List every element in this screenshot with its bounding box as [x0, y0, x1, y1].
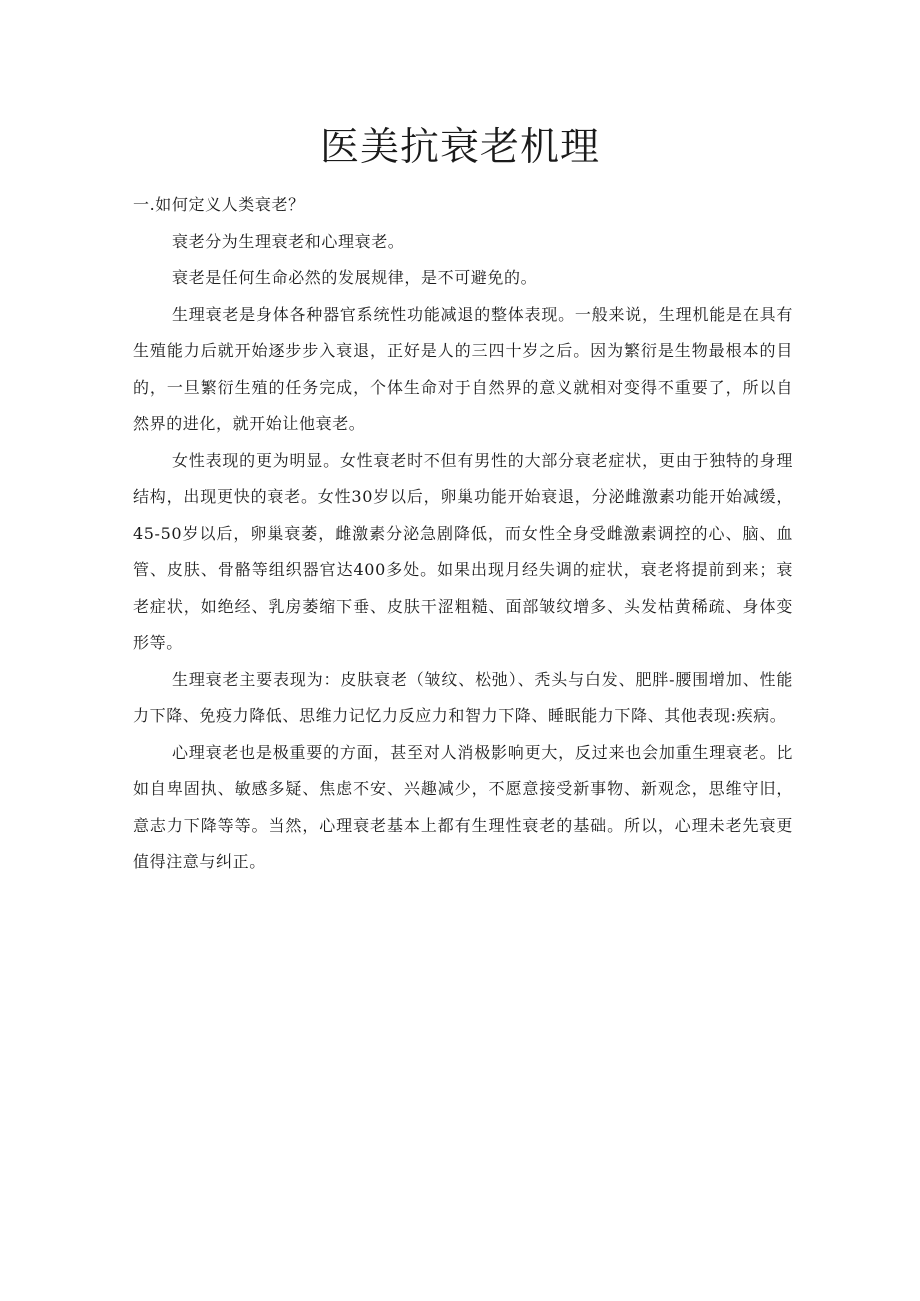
paragraph-aging-symptoms: 生理衰老主要表现为：皮肤衰老（皱纹、松弛）、秃头与白发、肥胖-腰围增加、性能力下降、免疫力降低、思维力记忆力反应力和智力下降、睡眠能力下降、其他表现:疾病。 — [133, 669, 793, 725]
document-body — [133, 187, 793, 881]
section-heading: 一.如何定义人类衰老？ — [133, 195, 305, 214]
paragraph-physiological-aging: 生理衰老是身体各种器官系统性功能减退的整体表现。一般来说，生理机能是在具有生殖能力后就开始逐步步入衰退，正好是人的三四十岁之后。因为繁衍是生物最根本的目的，一旦繁衍生殖的任务完成，个体生命对于自然界的意义就相对变得不重要了，所以自然界的进化，就开始让他衰老。 — [133, 304, 793, 433]
document-title: 医美抗衰老机理 — [319, 125, 600, 170]
paragraph-aging-types: 衰老分为生理衰老和心理衰老。 — [172, 231, 405, 251]
paragraph-aging-inevitable: 衰老是任何生命必然的发展规律，是不可避免的。 — [172, 268, 538, 287]
paragraph-female-aging: 女性表现的更为明显。女性衰老时不但有男性的大部分衰老症状，更由于独特的身理结构，出现更快的衰老。女性30岁以后，卵巢功能开始衰退，分泌雌激素功能开始减缓，45-50岁以后，卵巢衰萎，雌激素分泌急剧降低，而女性全身受雌激素调控的心、脑、血管、皮肤、骨骼等组织器官达400多处。如果出现月经失调的症状，衰老将提前到来；衰老症状，如绝经、乳房萎缩下垂、皮肤干涩粗糙、面部皱纹增多、头发枯黄稀疏、身体变形等。 — [133, 450, 793, 652]
paragraph-psychological-aging: 心理衰老也是极重要的方面，甚至对人消极影响更大，反过来也会加重生理衰老。比如自卑固执、敏感多疑、焦虑不安、兴趣减少，不愿意接受新事物、新观念，思维守旧，意志力下降等等。当然，心理衰老基本上都有生理性衰老的基础。所以，心理未老先衰更值得注意与纠正。 — [133, 742, 793, 871]
